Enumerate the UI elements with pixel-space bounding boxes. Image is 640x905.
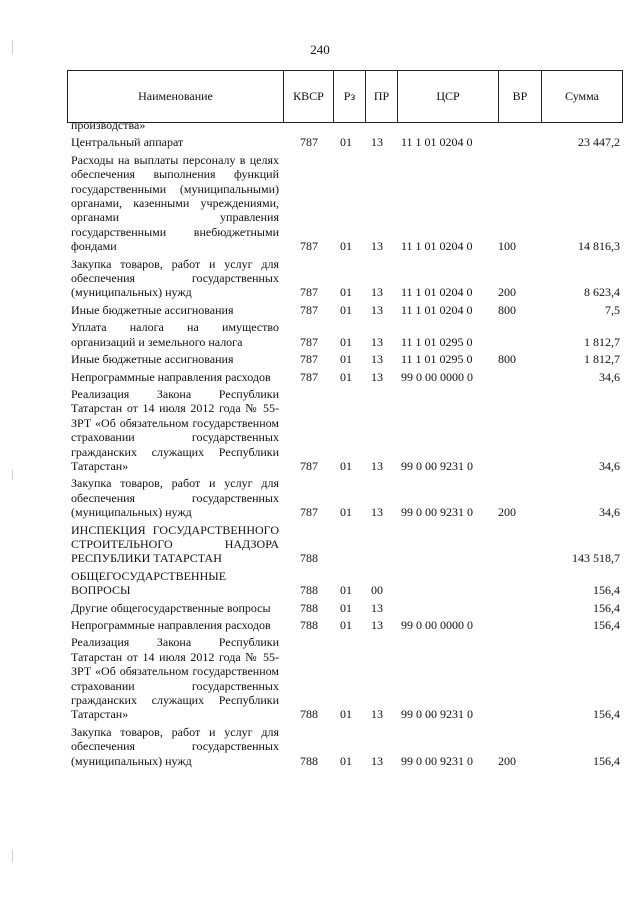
- row-rz: 01: [340, 334, 352, 349]
- row-name: Иные бюджетные ассигнования: [71, 352, 234, 367]
- table-row: [0, 370, 640, 384]
- row-kvsr: 787: [300, 285, 318, 300]
- row-name: Закупка товаров, работ и услуг для обеспечения государственных (муниципальных) нужд: [71, 256, 279, 300]
- row-sum: 156,4: [593, 600, 620, 615]
- row-kvsr: 787: [300, 302, 318, 317]
- row-name: Реализация Закона Республики Татарстан от 14 июля 2012 года № 55-ЗРТ «Об обязательном государственном страховании государственных гражданских служащих Республики Татарстан»: [71, 635, 279, 722]
- row-csr: 99 0 00 9231 0: [401, 753, 473, 768]
- table-row: [0, 135, 640, 149]
- row-csr: 11 1 01 0204 0: [401, 135, 473, 150]
- row-sum: 34,6: [599, 369, 620, 384]
- column-header-name: Наименование: [68, 71, 284, 122]
- column-header-vr: ВР: [499, 71, 542, 122]
- row-csr: 99 0 00 9231 0: [401, 707, 473, 722]
- row-name: Уплата налога на имущество организаций и земельного налога: [71, 320, 279, 349]
- row-rz: 01: [340, 285, 352, 300]
- table-row: [0, 618, 640, 632]
- row-sum: 14 816,3: [578, 239, 620, 254]
- row-pr: 13: [371, 302, 383, 317]
- row-sum: 1 812,7: [584, 334, 620, 349]
- page-number: 240: [310, 42, 330, 57]
- row-kvsr: 787: [300, 505, 318, 520]
- row-csr: 99 0 00 9231 0: [401, 505, 473, 520]
- row-pr: 13: [371, 352, 383, 367]
- row-vr: 100: [498, 239, 516, 254]
- row-sum: 34,6: [599, 458, 620, 473]
- row-csr: 11 1 01 0204 0: [401, 285, 473, 300]
- row-name: Другие общегосударственные вопросы: [71, 600, 271, 615]
- row-sum: 7,5: [605, 302, 620, 317]
- row-rz: 01: [340, 583, 352, 598]
- row-csr: 11 1 01 0204 0: [401, 302, 473, 317]
- row-csr: 99 0 00 0000 0: [401, 369, 473, 384]
- table-row: [0, 476, 640, 519]
- row-vr: 200: [498, 285, 516, 300]
- table-row: [0, 153, 640, 254]
- column-header-csr: ЦСР: [398, 71, 499, 122]
- row-kvsr: 788: [300, 583, 318, 598]
- row-name: Центральный аппарат: [71, 135, 184, 150]
- row-pr: 13: [371, 505, 383, 520]
- row-vr: 800: [498, 352, 516, 367]
- row-pr: 13: [371, 618, 383, 632]
- row-rz: 01: [340, 458, 352, 473]
- row-rz: 01: [340, 707, 352, 722]
- column-header-sum: Сумма: [565, 89, 599, 103]
- row-kvsr: 787: [300, 458, 318, 473]
- row-rz: 01: [340, 600, 352, 615]
- row-name: Закупка товаров, работ и услуг для обеспечения государственных (муниципальных) нужд: [71, 724, 279, 768]
- row-kvsr: 787: [300, 352, 318, 367]
- row-pr: 13: [371, 135, 383, 150]
- row-rz: 01: [340, 135, 352, 150]
- row-rz: 01: [340, 369, 352, 384]
- column-header-pr: ПР: [366, 71, 398, 122]
- row-sum: 34,6: [599, 505, 620, 520]
- row-csr: 99 0 00 0000 0: [401, 618, 473, 632]
- row-kvsr: 788: [300, 753, 318, 768]
- table-body: [0, 118, 640, 771]
- row-pr: 13: [371, 239, 383, 254]
- row-name: ОБЩЕГОСУДАРСТВЕННЫЕ ВОПРОСЫ: [71, 568, 227, 598]
- table-row: [0, 601, 640, 615]
- row-kvsr: 787: [300, 334, 318, 349]
- row-rz: 01: [340, 239, 352, 254]
- table-row: [0, 303, 640, 317]
- row-kvsr: 788: [300, 551, 318, 566]
- row-csr: 99 0 00 9231 0: [401, 458, 473, 473]
- row-name: Реализация Закона Республики Татарстан от 14 июля 2012 года № 55-ЗРТ «Об обязательном государственном страховании государственных гражданских служащих Республики Татарстан»: [71, 386, 279, 473]
- row-rz: 01: [340, 352, 352, 367]
- table-row: [0, 635, 640, 721]
- table-row: [0, 352, 640, 366]
- row-name: Закупка товаров, работ и услуг для обеспечения государственных (муниципальных) нужд: [71, 476, 279, 520]
- row-name: производства»: [71, 118, 146, 132]
- table-row: [0, 257, 640, 300]
- row-sum: 156,4: [593, 753, 620, 768]
- row-kvsr: 787: [300, 135, 318, 150]
- column-header-rz: Рз: [334, 71, 366, 122]
- row-csr: 11 1 01 0295 0: [401, 334, 473, 349]
- row-sum: 8 623,4: [584, 285, 620, 300]
- row-kvsr: 788: [300, 618, 318, 632]
- row-pr: 13: [371, 334, 383, 349]
- row-pr: 00: [371, 583, 383, 598]
- row-kvsr: 787: [300, 369, 318, 384]
- row-sum: 156,4: [593, 618, 620, 632]
- table-row: [0, 569, 640, 598]
- row-vr: 200: [498, 753, 516, 768]
- row-kvsr: 787: [300, 239, 318, 254]
- row-name: Непрограммные направления расходов: [71, 618, 271, 632]
- row-pr: 13: [371, 458, 383, 473]
- row-sum: 143 518,7: [572, 551, 620, 566]
- row-sum: 156,4: [593, 707, 620, 722]
- row-csr: 11 1 01 0204 0: [401, 239, 473, 254]
- table-row: [0, 523, 640, 566]
- row-kvsr: 788: [300, 707, 318, 722]
- row-pr: 13: [371, 600, 383, 615]
- row-sum: 156,4: [593, 583, 620, 598]
- row-rz: 01: [340, 753, 352, 768]
- row-pr: 13: [371, 707, 383, 722]
- row-name: ИНСПЕКЦИЯ ГОСУДАРСТВЕННОГО СТРОИТЕЛЬНОГО НАДЗОРА РЕСПУБЛИКИ ТАТАРСТАН: [71, 522, 279, 566]
- column-header-kvsr: КВСР: [284, 71, 334, 122]
- table-row: [0, 320, 640, 349]
- row-name: Расходы на выплаты персоналу в целях обеспечения выполнения функций государственными (муниципальными) органами, казенными учреждениями, органами управления государственными внебюджетными фондами: [71, 152, 279, 254]
- row-pr: 13: [371, 753, 383, 768]
- row-sum: 23 447,2: [578, 135, 620, 150]
- row-vr: 800: [498, 302, 516, 317]
- row-rz: 01: [340, 505, 352, 520]
- row-rz: 01: [340, 618, 352, 632]
- row-name: Иные бюджетные ассигнования: [71, 302, 234, 317]
- row-pr: 13: [371, 285, 383, 300]
- row-sum: 1 812,7: [584, 352, 620, 367]
- row-name: Непрограммные направления расходов: [71, 369, 271, 384]
- table-row: [0, 387, 640, 473]
- row-vr: 200: [498, 505, 516, 520]
- row-pr: 13: [371, 369, 383, 384]
- row-kvsr: 788: [300, 600, 318, 615]
- table-header: [67, 70, 623, 123]
- row-csr: 11 1 01 0295 0: [401, 352, 473, 367]
- scan-edge-mark: [12, 850, 13, 862]
- table-row: [0, 118, 640, 132]
- table-row: [0, 725, 640, 768]
- row-rz: 01: [340, 302, 352, 317]
